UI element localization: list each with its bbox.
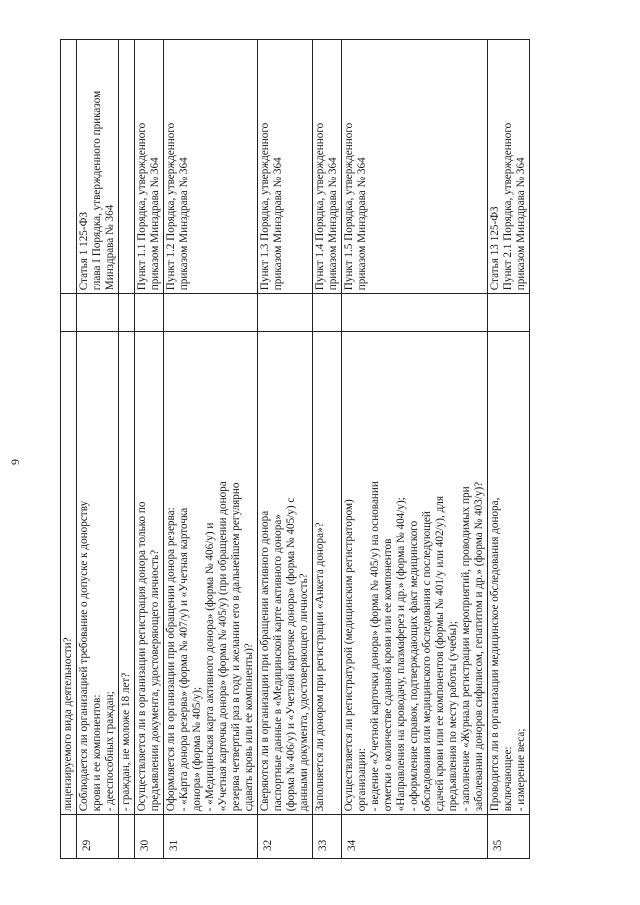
reference-line: Пункт 1.3 Порядка, утвержденного <box>259 122 271 291</box>
reference-line: приказом Минздрава № 364 <box>327 157 339 291</box>
legal-reference-cell <box>488 40 530 294</box>
reference-line: Пункт 2.1 Порядка, утвержденного <box>502 122 514 291</box>
question-line: сдавать кровь или ее компоненты)? <box>243 643 255 812</box>
question-line: лицензируемого вида деятельности? <box>62 637 74 812</box>
question-cell <box>164 332 258 815</box>
question-line: предъявлении документа, удостоверяющего личность? <box>149 549 161 812</box>
table-row <box>488 40 530 859</box>
question-line: - оформление справок, подтверждающих факт медицинского <box>408 520 420 812</box>
compliance-mark-cell <box>258 294 313 332</box>
table-row <box>313 40 342 859</box>
row-number <box>119 815 135 859</box>
legal-reference-cell <box>342 40 488 294</box>
compliance-mark-cell <box>313 294 342 332</box>
compliance-mark-cell <box>61 294 77 332</box>
question-cell <box>77 332 119 815</box>
question-line: Оформляется ли в организации при обращении донора резерва: <box>165 507 177 812</box>
table-row <box>164 40 258 859</box>
reference-line: приказом Минздрава № 364 <box>272 157 284 291</box>
inspection-checklist-table <box>60 39 530 859</box>
legal-reference-cell <box>135 40 164 294</box>
table-row <box>258 40 313 859</box>
table-row <box>342 40 488 859</box>
compliance-mark-cell <box>135 294 164 332</box>
table-row <box>135 40 164 859</box>
question-line: Соблюдается ли организацией требование о допуске к донорству <box>78 500 90 812</box>
compliance-mark-cell <box>119 294 135 332</box>
table-row <box>77 40 119 859</box>
question-cell <box>135 332 164 815</box>
question-line: - граждан, не моложе 18 лет? <box>120 672 132 812</box>
question-line: Проводится ли в организации медицинское обследования донора, <box>489 497 501 812</box>
question-line: - измерение веса; <box>515 728 527 812</box>
reference-line: Минздрава № 364 <box>104 204 116 291</box>
question-line: - ведение «Учетной карточки донора» (форма № 405/у) на основании <box>369 481 381 812</box>
page-number: 9 <box>8 459 22 465</box>
question-cell <box>488 332 530 815</box>
compliance-mark-cell <box>488 294 530 332</box>
row-number <box>61 815 77 859</box>
question-line: - «Карта донора резерва» (форма № 407/у) и «Учетная карточка <box>178 507 190 812</box>
question-line: - дееспособных граждан; <box>104 691 116 812</box>
question-line: резерва четвертый раз в году и желании его в дальнейшем регулярно <box>230 482 242 812</box>
question-cell <box>61 332 77 815</box>
legal-reference-cell <box>61 40 77 294</box>
question-line: Заполняется ли донором при регистрации «Анкета донора»? <box>314 522 326 812</box>
compliance-mark-cell <box>342 294 488 332</box>
question-line: включающее: <box>502 746 514 812</box>
reference-line: приказом Минздрава № 364 <box>515 157 527 291</box>
reference-line: Статья 1 125-ФЗ <box>78 211 90 291</box>
question-line: донора» (форма № 405/у); <box>191 686 203 812</box>
reference-line: глава I Порядка, утвержденного приказом <box>91 90 103 291</box>
question-line: - заполнение «Журнала регистрации мероприятий, проводимых при <box>460 486 472 812</box>
row-number: 33 <box>313 815 342 859</box>
question-cell <box>313 332 342 815</box>
table-row <box>61 40 77 859</box>
row-number: 29 <box>77 815 119 859</box>
question-line: сдачей крови или ее компонентов (формы № 401/у или 402/у), для <box>434 496 446 812</box>
question-line: обследования или медицинского обследования с последующей <box>421 511 433 812</box>
question-line: «Направления на кроводачу, плазмаферез и др.» (форма № 404/у); <box>395 497 407 812</box>
question-line: Сверяются ли в организации при обращении активного донора <box>259 510 271 812</box>
question-line: организации: <box>356 748 368 812</box>
question-line: заболевании доноров сифилисом, гепатитом и др.» (форма № 403/у)? <box>473 481 485 812</box>
row-number: 31 <box>164 815 258 859</box>
table-row <box>119 40 135 859</box>
table-body <box>61 40 530 859</box>
question-line: предъявления по месту работы (учебы); <box>447 621 459 812</box>
question-cell <box>342 332 488 815</box>
row-number: 34 <box>342 815 488 859</box>
question-cell <box>258 332 313 815</box>
legal-reference-cell <box>119 40 135 294</box>
legal-reference-cell <box>313 40 342 294</box>
legal-reference-cell <box>258 40 313 294</box>
reference-line: Пункт 1.2 Порядка, утвержденного <box>165 122 177 291</box>
row-number: 35 <box>488 815 530 859</box>
reference-line: Статья 13 125-ФЗ <box>489 206 501 291</box>
reference-line: приказом Минздрава № 364 <box>356 157 368 291</box>
reference-line: Пункт 1.4 Порядка, утвержденного <box>314 122 326 291</box>
question-line: Осуществляется ли в организации регистрация донора только по <box>136 501 148 812</box>
legal-reference-cell <box>77 40 119 294</box>
question-line: паспортные данные в «Медицинской карте активного донора» <box>272 514 284 812</box>
row-number: 30 <box>135 815 164 859</box>
question-line: крови и ее компонентов: <box>91 694 103 812</box>
question-line: Осуществляется ли регистратурой (медицинским регистратором) <box>343 499 355 812</box>
question-line: данными документа, удостоверяющего личность? <box>298 573 310 812</box>
reference-line: Пункт 1.1 Порядка, утвержденного <box>136 122 148 291</box>
row-number: 32 <box>258 815 313 859</box>
question-line: отметки о количестве сданной крови или ее компонентов <box>382 538 394 812</box>
compliance-mark-cell <box>164 294 258 332</box>
question-cell <box>119 332 135 815</box>
reference-line: Пункт 1.5 Порядка, утвержденного <box>343 122 355 291</box>
compliance-mark-cell <box>77 294 119 332</box>
reference-line: приказом Минздрава № 364 <box>178 157 190 291</box>
question-line: «Учетная карточка донора» (форма № 405/у) (при обращении донора <box>217 481 229 812</box>
question-line: - «Медицинская карта активного донора» (форма № 406/у) и <box>204 522 216 812</box>
question-line: (форма № 406/у) и «Учетной карточке донора» (форма № 405/у) с <box>285 497 297 812</box>
legal-reference-cell <box>164 40 258 294</box>
reference-line: приказом Минздрава № 364 <box>149 157 161 291</box>
